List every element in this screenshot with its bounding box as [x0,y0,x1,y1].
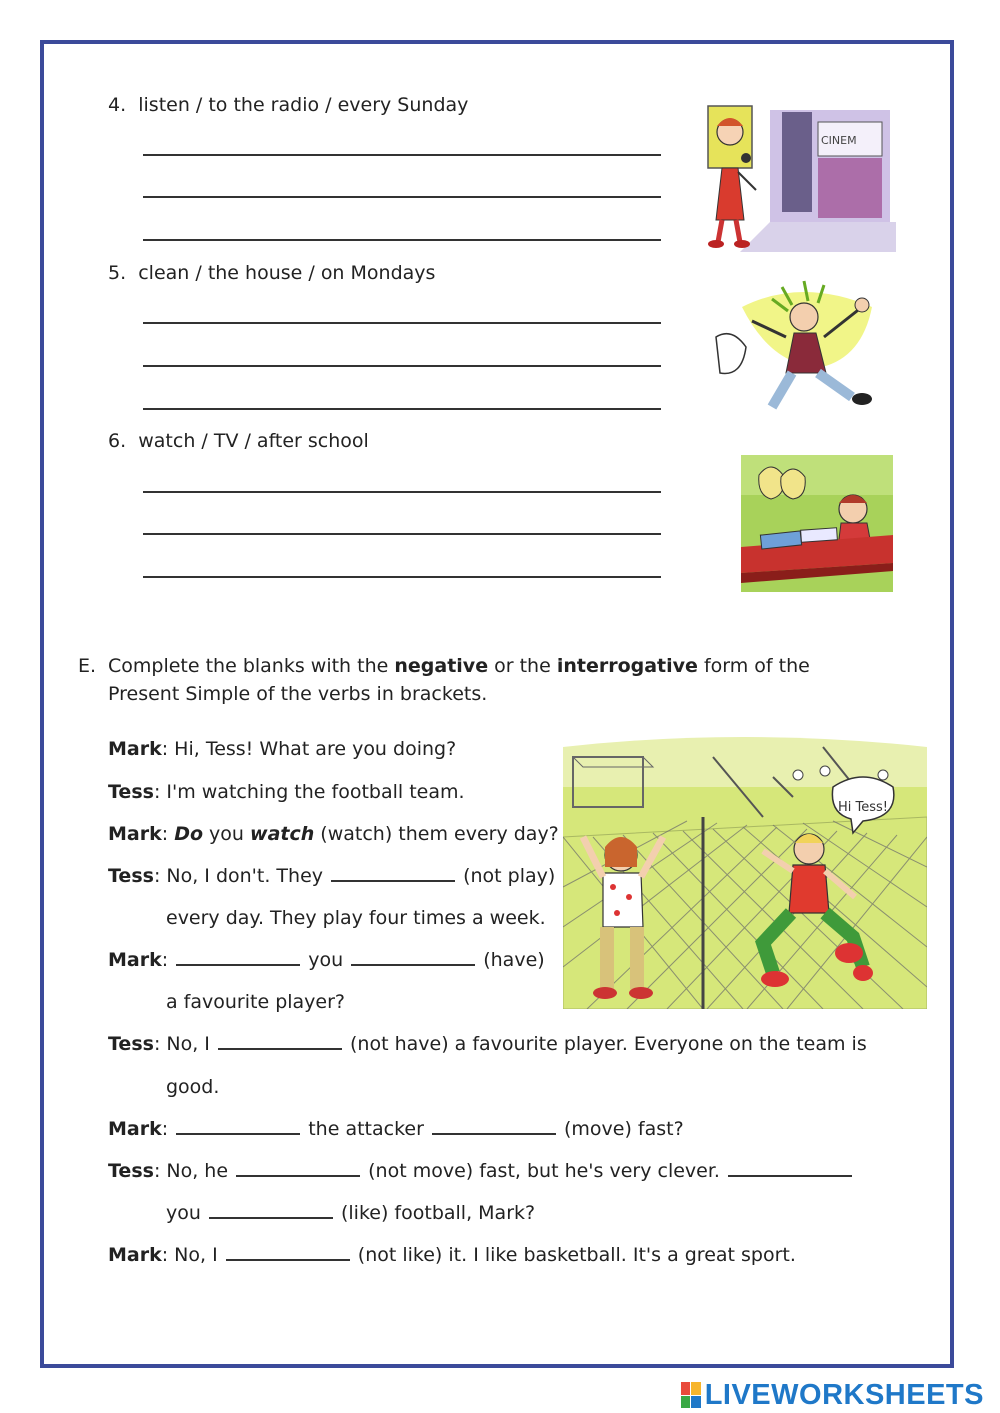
answer-line[interactable] [143,154,661,156]
dialogue-line-10: Mark: the attacker (move) fast? [108,1118,684,1140]
answer-blank[interactable] [432,1131,556,1135]
section-e-instruction-line1: Complete the blanks with the negative or the interrogative form of the [108,655,810,677]
answer-blank[interactable] [209,1215,333,1219]
dialogue-line-5: every day. They play four times a week. [166,907,546,929]
answer-line[interactable] [143,322,661,324]
answer-line[interactable] [143,491,661,493]
dialogue-line-1: Mark: Hi, Tess! What are you doing? [108,738,457,760]
exercise-6-prompt: 6. watch / TV / after school [108,430,369,452]
dialogue-line-12: you (like) football, Mark? [166,1202,536,1224]
exercise-5-prompt: 5. clean / the house / on Mondays [108,262,436,284]
exercise-4-prompt: 4. listen / to the radio / every Sunday [108,94,469,116]
dialogue-line-13: Mark: No, I (not like) it. I like basketball. It's a great sport. [108,1244,796,1266]
dialogue-line-7: a favourite player? [166,991,346,1013]
section-e-letter: E. [78,655,97,677]
answer-blank[interactable] [176,1131,300,1135]
answer-blank[interactable] [176,962,300,966]
speech-bubble-text: Hi Tess! [837,800,889,815]
dialogue-line-3: Mark: Do you watch (watch) them every day? [108,823,559,845]
answer-line[interactable] [143,533,661,535]
answer-blank[interactable] [351,962,475,966]
dialogue-line-9: good. [166,1076,220,1098]
answer-line[interactable] [143,196,661,198]
cleaning-illustration [712,277,902,427]
section-e-instruction-line2: Present Simple of the verbs in brackets. [108,683,488,705]
answer-blank[interactable] [331,878,455,882]
football-illustration [563,727,927,1009]
answer-line[interactable] [143,239,661,241]
homework-illustration [741,455,893,592]
answer-blank[interactable] [218,1046,342,1050]
dialogue-line-8: Tess: No, I (not have) a favourite player. Everyone on the team is [108,1033,867,1055]
answer-blank[interactable] [236,1173,360,1177]
cinema-sign-text: CINEM [821,134,857,147]
answer-line[interactable] [143,576,661,578]
radio-girl-illustration [700,92,896,252]
dialogue-line-11: Tess: No, he (not move) fast, but he's very clever. [108,1159,854,1183]
dialogue-line-6: Mark: you (have) [108,949,545,971]
liveworksheets-logo [681,1378,984,1412]
brand-name: LIVEWORKSHEETS [704,1378,984,1411]
answer-line[interactable] [143,408,661,410]
liveworksheets-icon [681,1382,701,1408]
dialogue-line-2: Tess: I'm watching the football team. [108,781,465,803]
dialogue-line-4: Tess: No, I don't. They (not play) [108,865,556,887]
answer-blank[interactable] [728,1173,852,1177]
answer-line[interactable] [143,365,661,367]
answer-blank[interactable] [226,1257,350,1261]
